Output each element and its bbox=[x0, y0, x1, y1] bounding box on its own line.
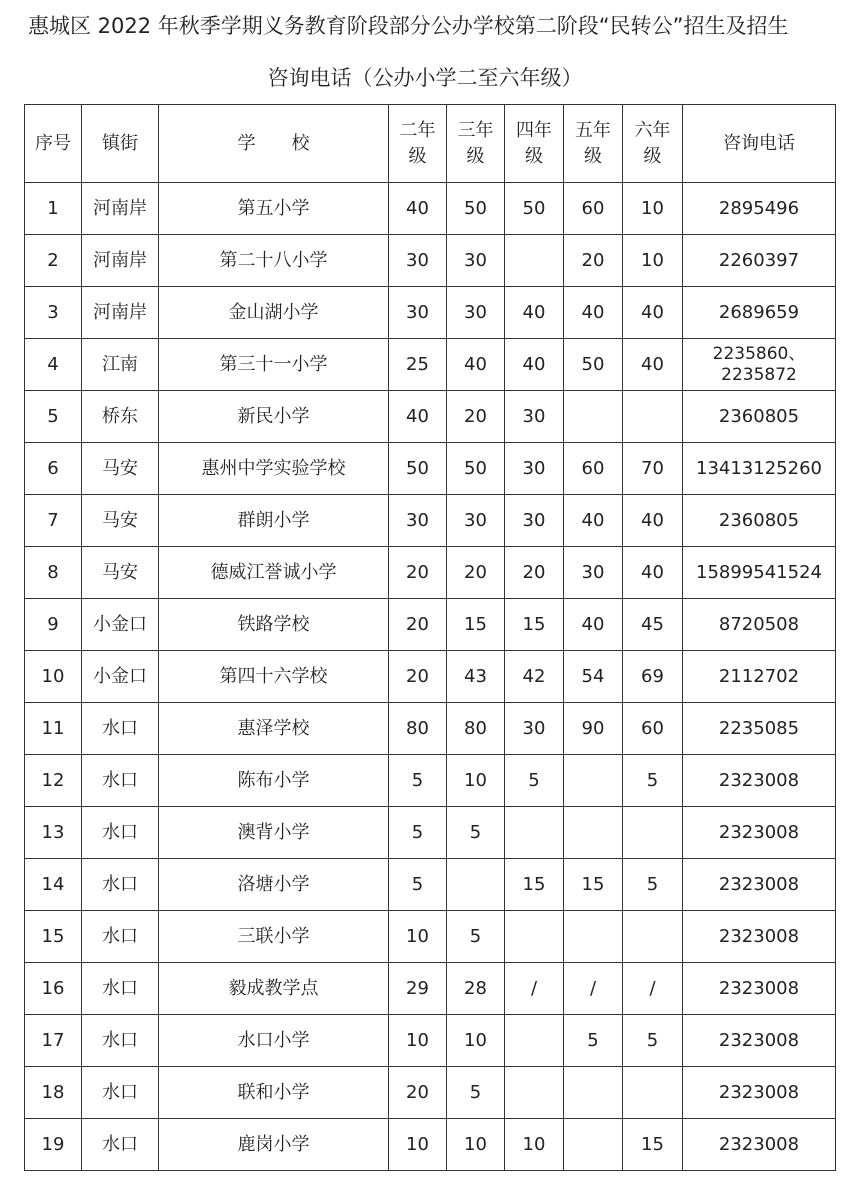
cell-grade6: 10 bbox=[623, 183, 683, 235]
header-grade3-label: 三年级 bbox=[457, 119, 494, 167]
document-title-line2: 咨询电话（公办小学二至六年级） bbox=[267, 66, 583, 90]
table-row bbox=[25, 859, 836, 911]
cell-grade4 bbox=[505, 1067, 564, 1119]
cell-grade5: 15 bbox=[564, 859, 623, 911]
cell-grade6: 40 bbox=[623, 495, 683, 547]
cell-phone: 2323008 bbox=[683, 859, 836, 911]
cell-grade5: 5 bbox=[564, 1015, 623, 1067]
cell-phone: 13413125260 bbox=[683, 443, 836, 495]
cell-grade5: / bbox=[564, 963, 623, 1015]
cell-phone bbox=[683, 339, 836, 391]
cell-school: 第三十一小学 bbox=[159, 339, 389, 391]
header-seq: 序号 bbox=[25, 105, 82, 183]
cell-grade5: 60 bbox=[564, 183, 623, 235]
table-row bbox=[25, 911, 836, 963]
cell-grade5: 40 bbox=[564, 599, 623, 651]
cell-grade3: 5 bbox=[447, 911, 505, 963]
cell-grade3: 28 bbox=[447, 963, 505, 1015]
cell-town: 马安 bbox=[82, 547, 159, 599]
cell-grade5: 54 bbox=[564, 651, 623, 703]
cell-grade3: 15 bbox=[447, 599, 505, 651]
header-grade6-label: 六年级 bbox=[634, 119, 671, 167]
cell-town: 水口 bbox=[82, 807, 159, 859]
cell-school: 第二十八小学 bbox=[159, 235, 389, 287]
cell-seq: 15 bbox=[25, 911, 82, 963]
cell-grade6: 5 bbox=[623, 1015, 683, 1067]
cell-grade4 bbox=[505, 1015, 564, 1067]
cell-grade6: 10 bbox=[623, 235, 683, 287]
cell-phone: 15899541524 bbox=[683, 547, 836, 599]
cell-town: 小金口 bbox=[82, 599, 159, 651]
cell-grade2: 80 bbox=[389, 703, 447, 755]
cell-grade4: 42 bbox=[505, 651, 564, 703]
cell-grade2: 10 bbox=[389, 1015, 447, 1067]
cell-phone: 2260397 bbox=[683, 235, 836, 287]
cell-grade5: 90 bbox=[564, 703, 623, 755]
cell-seq: 9 bbox=[25, 599, 82, 651]
cell-grade2: 20 bbox=[389, 651, 447, 703]
cell-school: 第四十六学校 bbox=[159, 651, 389, 703]
cell-grade3: 5 bbox=[447, 1067, 505, 1119]
cell-seq: 10 bbox=[25, 651, 82, 703]
cell-phone: 2360805 bbox=[683, 495, 836, 547]
cell-grade4: 30 bbox=[505, 495, 564, 547]
cell-town: 水口 bbox=[82, 1015, 159, 1067]
table-row bbox=[25, 599, 836, 651]
cell-grade4: 5 bbox=[505, 755, 564, 807]
cell-phone: 2112702 bbox=[683, 651, 836, 703]
cell-grade2: 40 bbox=[389, 391, 447, 443]
table-row bbox=[25, 339, 836, 391]
cell-phone: 2689659 bbox=[683, 287, 836, 339]
cell-grade2: 10 bbox=[389, 911, 447, 963]
cell-grade2: 29 bbox=[389, 963, 447, 1015]
cell-grade4: 10 bbox=[505, 1119, 564, 1171]
cell-phone: 2323008 bbox=[683, 807, 836, 859]
cell-grade3: 5 bbox=[447, 807, 505, 859]
cell-grade5 bbox=[564, 1067, 623, 1119]
cell-seq: 13 bbox=[25, 807, 82, 859]
cell-grade5 bbox=[564, 1119, 623, 1171]
header-grade4-label: 四年级 bbox=[516, 119, 552, 167]
cell-phone: 2360805 bbox=[683, 391, 836, 443]
cell-grade3: 10 bbox=[447, 1119, 505, 1171]
cell-school: 洛塘小学 bbox=[159, 859, 389, 911]
table-row bbox=[25, 755, 836, 807]
cell-grade6: 5 bbox=[623, 859, 683, 911]
cell-grade3 bbox=[447, 859, 505, 911]
cell-grade4: 40 bbox=[505, 287, 564, 339]
cell-grade3: 40 bbox=[447, 339, 505, 391]
cell-school: 德威江誉诚小学 bbox=[159, 547, 389, 599]
cell-grade6: / bbox=[623, 963, 683, 1015]
table-row bbox=[25, 963, 836, 1015]
cell-grade6: 60 bbox=[623, 703, 683, 755]
cell-phone-line2: 2235872 bbox=[721, 364, 797, 385]
cell-grade2: 30 bbox=[389, 287, 447, 339]
cell-seq: 11 bbox=[25, 703, 82, 755]
cell-grade3: 80 bbox=[447, 703, 505, 755]
cell-seq: 8 bbox=[25, 547, 82, 599]
table-row bbox=[25, 183, 836, 235]
cell-school: 第五小学 bbox=[159, 183, 389, 235]
cell-phone: 2323008 bbox=[683, 1067, 836, 1119]
cell-town: 水口 bbox=[82, 911, 159, 963]
cell-grade4: 30 bbox=[505, 443, 564, 495]
table-row bbox=[25, 1067, 836, 1119]
cell-seq: 19 bbox=[25, 1119, 82, 1171]
cell-grade5: 30 bbox=[564, 547, 623, 599]
cell-town: 桥东 bbox=[82, 391, 159, 443]
cell-school: 水口小学 bbox=[159, 1015, 389, 1067]
cell-grade2: 30 bbox=[389, 495, 447, 547]
cell-seq: 5 bbox=[25, 391, 82, 443]
header-grade2-label: 二年级 bbox=[399, 119, 436, 167]
cell-seq: 6 bbox=[25, 443, 82, 495]
cell-grade2: 40 bbox=[389, 183, 447, 235]
table-row bbox=[25, 235, 836, 287]
cell-school: 新民小学 bbox=[159, 391, 389, 443]
cell-grade2: 10 bbox=[389, 1119, 447, 1171]
cell-school: 毅成教学点 bbox=[159, 963, 389, 1015]
table-row bbox=[25, 495, 836, 547]
cell-grade4: 50 bbox=[505, 183, 564, 235]
cell-grade3: 30 bbox=[447, 287, 505, 339]
cell-town: 小金口 bbox=[82, 651, 159, 703]
cell-grade3: 50 bbox=[447, 183, 505, 235]
cell-town: 水口 bbox=[82, 963, 159, 1015]
enrollment-table bbox=[24, 104, 836, 1171]
cell-phone: 2323008 bbox=[683, 755, 836, 807]
table-row bbox=[25, 807, 836, 859]
table-header-row bbox=[25, 105, 836, 183]
cell-town: 河南岸 bbox=[82, 287, 159, 339]
header-grade5 bbox=[564, 105, 623, 183]
cell-grade6: 69 bbox=[623, 651, 683, 703]
cell-grade5: 50 bbox=[564, 339, 623, 391]
cell-school: 惠泽学校 bbox=[159, 703, 389, 755]
cell-grade6: 45 bbox=[623, 599, 683, 651]
cell-phone: 8720508 bbox=[683, 599, 836, 651]
cell-phone: 2235085 bbox=[683, 703, 836, 755]
cell-town: 江南 bbox=[82, 339, 159, 391]
cell-grade3: 50 bbox=[447, 443, 505, 495]
cell-grade3: 20 bbox=[447, 547, 505, 599]
cell-phone: 2323008 bbox=[683, 1119, 836, 1171]
cell-grade4: 15 bbox=[505, 859, 564, 911]
cell-grade5: 40 bbox=[564, 287, 623, 339]
header-phone: 咨询电话 bbox=[683, 105, 836, 183]
cell-phone: 2895496 bbox=[683, 183, 836, 235]
cell-grade3: 10 bbox=[447, 755, 505, 807]
cell-phone: 2323008 bbox=[683, 911, 836, 963]
cell-grade4 bbox=[505, 235, 564, 287]
cell-seq: 17 bbox=[25, 1015, 82, 1067]
cell-grade4 bbox=[505, 911, 564, 963]
cell-grade6: 40 bbox=[623, 287, 683, 339]
cell-town: 水口 bbox=[82, 703, 159, 755]
cell-phone: 2323008 bbox=[683, 1015, 836, 1067]
cell-school: 澳背小学 bbox=[159, 807, 389, 859]
cell-town: 河南岸 bbox=[82, 183, 159, 235]
table-row bbox=[25, 651, 836, 703]
cell-grade6: 40 bbox=[623, 339, 683, 391]
cell-seq: 16 bbox=[25, 963, 82, 1015]
cell-grade6: 70 bbox=[623, 443, 683, 495]
cell-town: 马安 bbox=[82, 495, 159, 547]
cell-grade3: 30 bbox=[447, 495, 505, 547]
cell-grade4: / bbox=[505, 963, 564, 1015]
cell-phone-line1: 2235860、 bbox=[712, 343, 806, 364]
cell-grade4: 30 bbox=[505, 391, 564, 443]
cell-grade5 bbox=[564, 755, 623, 807]
header-town: 镇街 bbox=[82, 105, 159, 183]
cell-grade2: 25 bbox=[389, 339, 447, 391]
cell-grade2: 20 bbox=[389, 1067, 447, 1119]
header-grade6 bbox=[623, 105, 683, 183]
cell-grade6 bbox=[623, 391, 683, 443]
cell-grade6 bbox=[623, 911, 683, 963]
cell-town: 水口 bbox=[82, 755, 159, 807]
cell-grade4: 30 bbox=[505, 703, 564, 755]
cell-grade2: 20 bbox=[389, 547, 447, 599]
table-row bbox=[25, 1119, 836, 1171]
header-grade3 bbox=[447, 105, 505, 183]
cell-grade5 bbox=[564, 391, 623, 443]
cell-grade2: 30 bbox=[389, 235, 447, 287]
table-row bbox=[25, 1015, 836, 1067]
cell-grade2: 5 bbox=[389, 807, 447, 859]
table-row bbox=[25, 703, 836, 755]
cell-school: 联和小学 bbox=[159, 1067, 389, 1119]
table-row bbox=[25, 443, 836, 495]
cell-town: 马安 bbox=[82, 443, 159, 495]
cell-grade3: 30 bbox=[447, 235, 505, 287]
cell-school: 三联小学 bbox=[159, 911, 389, 963]
header-grade2 bbox=[389, 105, 447, 183]
cell-school: 铁路学校 bbox=[159, 599, 389, 651]
cell-seq: 1 bbox=[25, 183, 82, 235]
cell-school: 鹿岗小学 bbox=[159, 1119, 389, 1171]
cell-seq: 2 bbox=[25, 235, 82, 287]
cell-grade6: 40 bbox=[623, 547, 683, 599]
cell-seq: 12 bbox=[25, 755, 82, 807]
cell-grade5 bbox=[564, 911, 623, 963]
cell-school: 群朗小学 bbox=[159, 495, 389, 547]
cell-grade4: 20 bbox=[505, 547, 564, 599]
cell-grade2: 5 bbox=[389, 859, 447, 911]
cell-grade4: 15 bbox=[505, 599, 564, 651]
table-row bbox=[25, 391, 836, 443]
cell-seq: 18 bbox=[25, 1067, 82, 1119]
table-row bbox=[25, 547, 836, 599]
cell-seq: 3 bbox=[25, 287, 82, 339]
cell-seq: 7 bbox=[25, 495, 82, 547]
cell-grade3: 10 bbox=[447, 1015, 505, 1067]
table-row bbox=[25, 287, 836, 339]
cell-town: 水口 bbox=[82, 859, 159, 911]
cell-grade5: 60 bbox=[564, 443, 623, 495]
cell-grade2: 20 bbox=[389, 599, 447, 651]
cell-school: 金山湖小学 bbox=[159, 287, 389, 339]
cell-seq: 14 bbox=[25, 859, 82, 911]
cell-grade5 bbox=[564, 807, 623, 859]
cell-grade2: 50 bbox=[389, 443, 447, 495]
cell-grade6: 15 bbox=[623, 1119, 683, 1171]
cell-grade3: 43 bbox=[447, 651, 505, 703]
header-grade5-label: 五年级 bbox=[575, 119, 611, 167]
cell-grade2: 5 bbox=[389, 755, 447, 807]
cell-phone: 2323008 bbox=[683, 963, 836, 1015]
cell-grade5: 20 bbox=[564, 235, 623, 287]
cell-grade4: 40 bbox=[505, 339, 564, 391]
cell-grade6 bbox=[623, 1067, 683, 1119]
cell-town: 水口 bbox=[82, 1119, 159, 1171]
document-title-line1: 惠城区 2022 年秋季学期义务教育阶段部分公办学校第二阶段“民转公”招生及招生 bbox=[28, 14, 789, 38]
cell-grade6 bbox=[623, 807, 683, 859]
cell-grade6: 5 bbox=[623, 755, 683, 807]
cell-school: 惠州中学实验学校 bbox=[159, 443, 389, 495]
cell-school: 陈布小学 bbox=[159, 755, 389, 807]
header-grade4 bbox=[505, 105, 564, 183]
cell-grade3: 20 bbox=[447, 391, 505, 443]
cell-town: 水口 bbox=[82, 1067, 159, 1119]
header-school: 学 校 bbox=[159, 105, 389, 183]
cell-grade4 bbox=[505, 807, 564, 859]
cell-grade5: 40 bbox=[564, 495, 623, 547]
cell-seq: 4 bbox=[25, 339, 82, 391]
cell-town: 河南岸 bbox=[82, 235, 159, 287]
